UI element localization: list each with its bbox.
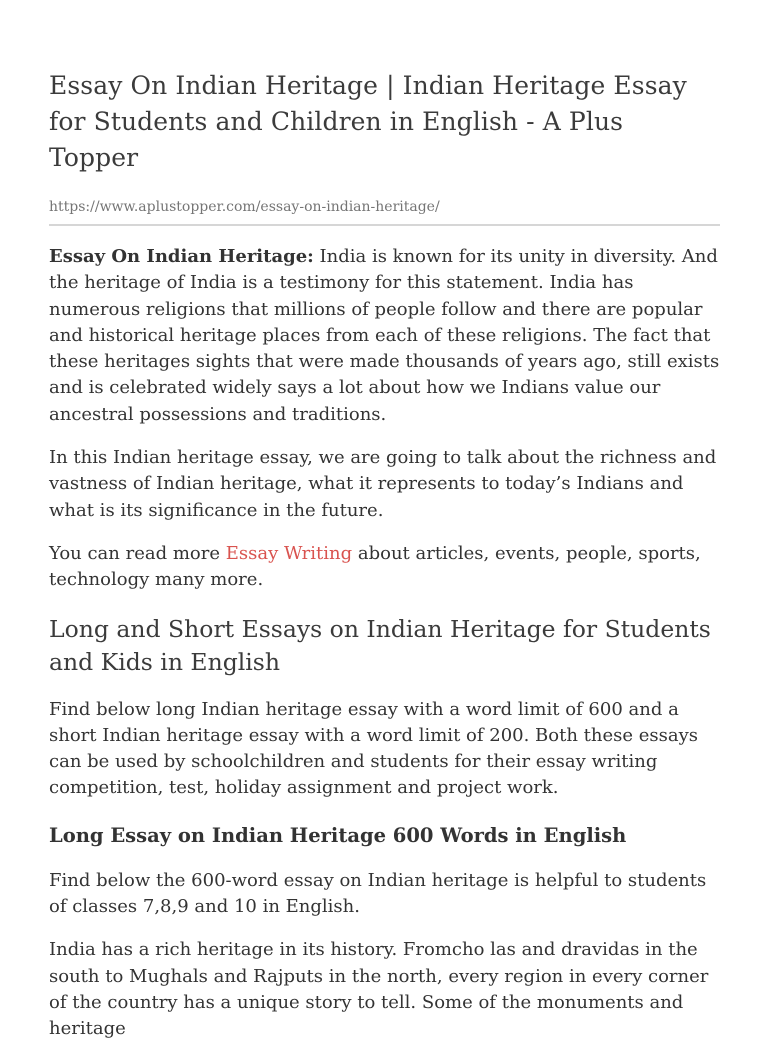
read-more-paragraph [49,541,720,594]
section-heading: Long and Short Essays on Indian Heritage for Students and Kids in English [49,614,711,676]
sub-heading: Long Essay on Indian Heritage 600 Words in English [49,823,627,847]
read-more-prefix: You can read more [49,542,226,564]
essay-writing-link[interactable]: Essay Writing [225,542,353,564]
sub-heading-paragraph: Find below the 600-word essay on Indian heritage is helpful to students of classes 7,8,9 and 10 in English. [49,869,707,918]
intro-label: Essay On Indian Heritage: [49,246,314,267]
source-url: https://www.aplustopper.com/essay-on-indian-heritage/ [49,199,440,215]
page-title: Essay On Indian Heritage | Indian Heritage Essay for Students and Children in English - A Plus Topper [49,71,687,172]
read-more-suffix: about articles, events, people, sports, technology many more. [49,542,701,591]
essay-overview-paragraph: In this Indian heritage essay, we are going to talk about the richness and vastness of Indian heritage, what it represents to today’s Indians and what is its significance in the future. [49,447,717,521]
essay-body-paragraph: India has a rich heritage in its history. Fromcho las and dravidas in the south to Mughals and Rajputs in the north, every region in every corner of the country has a unique story to tell. Some of the monuments and heritage [49,939,709,1040]
section-paragraph: Find below long Indian heritage essay with a word limit of 600 and a short Indian heritage essay with a word limit of 200. Both these essays can be used by schoolchildren and students for their essay writing competition, test, holiday assignment and project work. [49,698,699,799]
header-divider [49,224,720,226]
intro-text: India is known for its unity in diversity. And the heritage of India is a testimony for this statement. India has numerous religions that millions of people follow and there are popular and historical heritage places from each of these religions. The fact that these heritages sights that were made thousands of years ago, still exists and is celebrated widely says a lot about how we Indians value our ancestral possessions and traditions. [49,246,720,425]
intro-paragraph [49,244,720,428]
article-body [49,244,720,1043]
